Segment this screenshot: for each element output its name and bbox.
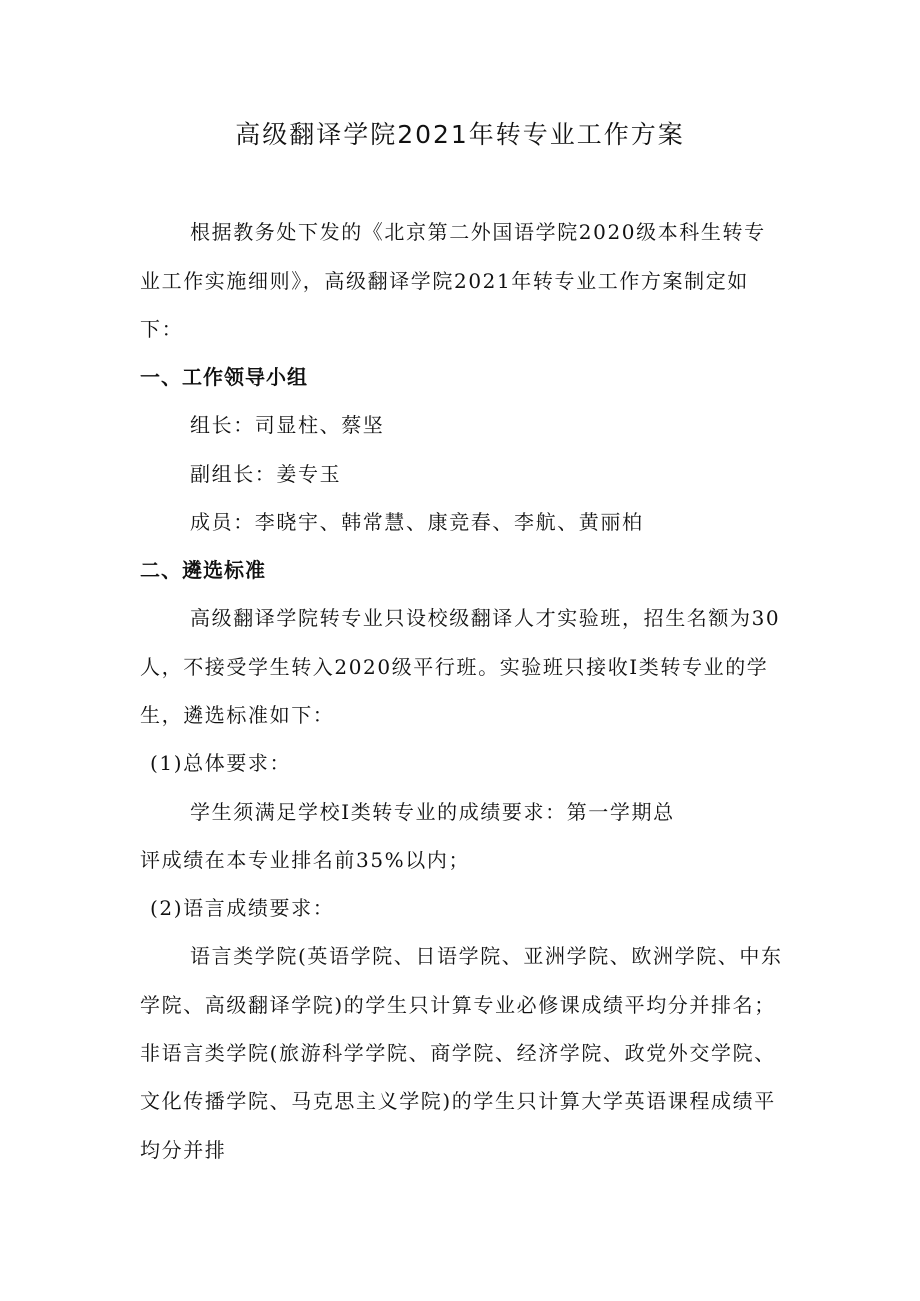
requirement-2-line-3: 非语言类学院(旅游科学学院、商学院、经济学院、政党外交学院、 bbox=[140, 1041, 776, 1065]
leader-line: 组长：司显柱、蔡坚 bbox=[190, 413, 385, 437]
deputy-leader-line: 副组长：姜专玉 bbox=[190, 462, 342, 486]
section-2-para-line-3: 生，遴选标准如下： bbox=[140, 703, 335, 727]
requirement-2-label: (2)语言成绩要求： bbox=[150, 896, 335, 920]
requirement-1-line-2: 评成绩在本专业排名前35%以内； bbox=[140, 848, 471, 872]
intro-line-1: 根据教务处下发的《北京第二外国语学院2020级本科生转专 bbox=[190, 220, 766, 244]
document-title: 高级翻译学院2021年转专业工作方案 bbox=[235, 120, 685, 149]
requirement-1-label: (1)总体要求： bbox=[150, 751, 292, 775]
section-1-heading: 一、工作领导小组 bbox=[140, 365, 308, 389]
members-line: 成员：李晓宇、韩常慧、康竞春、李航、黄丽柏 bbox=[190, 510, 644, 534]
requirement-2-line-4: 文化传播学院、马克思主义学院)的学生只计算大学英语课程成绩平 bbox=[140, 1089, 776, 1113]
section-2-para-line-2: 人，不接受学生转入2020级平行班。实验班只接收Ⅰ类转专业的学 bbox=[140, 655, 769, 679]
requirement-2-line-1: 语言类学院(英语学院、日语学院、亚洲学院、欧洲学院、中东 bbox=[190, 944, 783, 968]
requirement-1-line-1: 学生须满足学校Ⅰ类转专业的成绩要求：第一学期总 bbox=[190, 800, 675, 824]
intro-line-3: 下： bbox=[140, 317, 184, 341]
requirement-2-line-2: 学院、高级翻译学院)的学生只计算专业必修课成绩平均分并排名； bbox=[140, 993, 776, 1017]
intro-line-2: 业工作实施细则》，高级翻译学院2021年转专业工作方案制定如 bbox=[140, 269, 749, 293]
section-2-heading: 二、遴选标准 bbox=[140, 558, 266, 582]
section-2-para-line-1: 高级翻译学院转专业只设校级翻译人才实验班，招生名额为30 bbox=[190, 606, 781, 630]
requirement-2-line-5: 均分并排 bbox=[140, 1138, 227, 1162]
